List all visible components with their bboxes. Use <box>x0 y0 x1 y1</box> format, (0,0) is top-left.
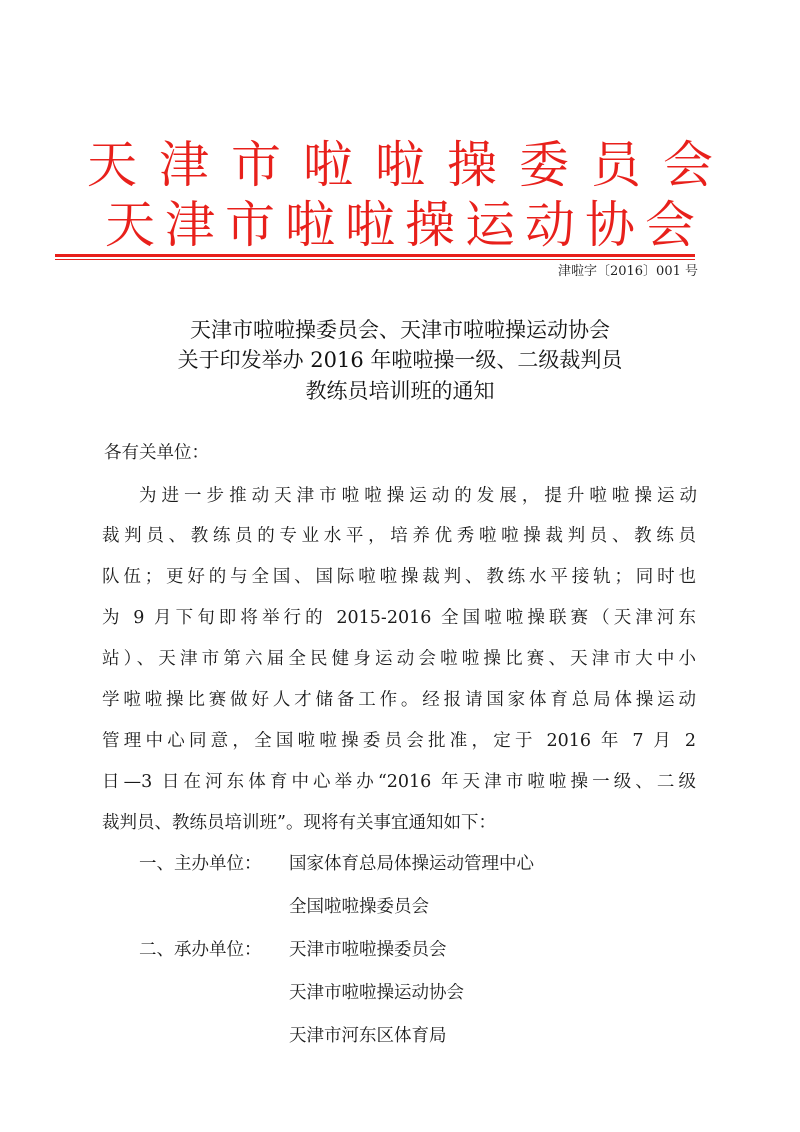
paragraph-line: 管理中心同意，全国啦啦操委员会批准，定于 2016 年 7 月 2 <box>102 731 696 751</box>
notice-title-line-2: 关于印发举办 2016 年啦啦操一级、二级裁判员 <box>177 348 623 372</box>
paragraph-line: 学啦啦操比赛做好人才储备工作。经报请国家体育总局体操运动 <box>102 690 696 710</box>
paragraph-line: 裁判员、教练员培训班”。现将有关事宜通知如下： <box>102 813 496 833</box>
notice-title-line-1: 天津市啦啦操委员会、天津市啦啦操运动协会 <box>190 318 610 342</box>
paragraph-line: 为进一步推动天津市啦啦操运动的发展，提升啦啦操运动 <box>139 486 697 506</box>
section-2-item: 天津市啦啦操委员会 <box>289 940 447 960</box>
salutation: 各有关单位： <box>104 443 209 463</box>
paragraph-line: 队伍；更好的与全国、国际啦啦操裁判、教练水平接轨；同时也 <box>102 567 696 587</box>
notice-title-line-3: 教练员培训班的通知 <box>305 379 495 403</box>
red-rule-thick <box>55 254 695 257</box>
letterhead-line-1: 天津市啦啦操委员会 <box>87 136 735 194</box>
paragraph-line: 日—3 日在河东体育中心举办“2016 年天津市啦啦操一级、二级 <box>102 772 696 792</box>
paragraph-line: 站）、天津市第六届全民健身运动会啦啦操比赛、天津市大中小 <box>102 649 696 669</box>
section-2-label: 二、承办单位： <box>139 940 262 960</box>
section-1-label: 一、主办单位： <box>139 854 262 874</box>
paragraph-line: 为 9 月下旬即将举行的 2015-2016 全国啦啦操联赛（天津河东 <box>102 608 696 628</box>
section-1-item: 国家体育总局体操运动管理中心 <box>289 854 534 874</box>
letterhead-line-2: 天津市啦啦操运动协会 <box>105 196 705 254</box>
paragraph-line: 裁判员、教练员的专业水平，培养优秀啦啦操裁判员、教练员 <box>102 526 696 546</box>
section-2-item: 天津市河东区体育局 <box>289 1026 447 1046</box>
red-rule-thin <box>55 259 695 260</box>
section-1-item: 全国啦啦操委员会 <box>289 897 429 917</box>
section-2-item: 天津市啦啦操运动协会 <box>289 983 464 1003</box>
document-number: 津啦字〔2016〕001 号 <box>557 264 698 279</box>
